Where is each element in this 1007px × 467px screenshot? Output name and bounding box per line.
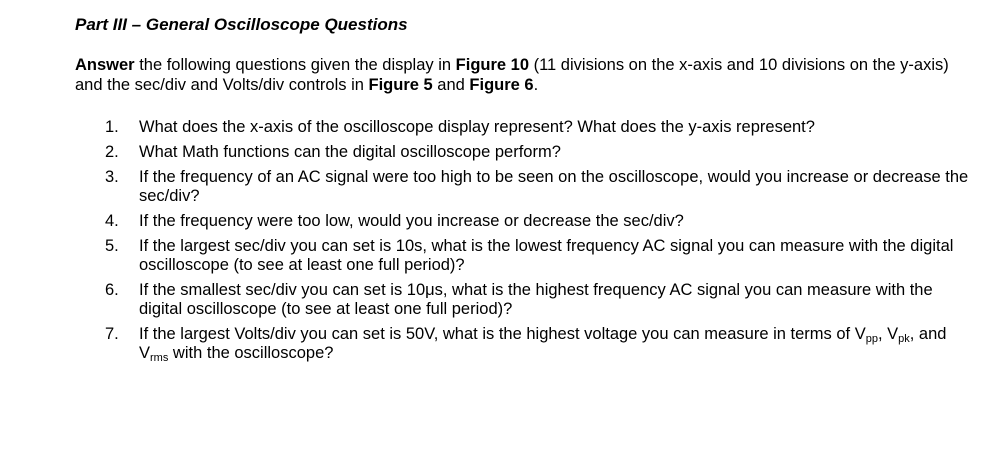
question-number: 6.: [105, 281, 119, 299]
question-text: [139, 325, 946, 362]
intro-bold-answer: Answer: [75, 56, 135, 74]
subscript-rms: rms: [150, 352, 169, 364]
question-item: [105, 118, 975, 137]
intro-bold-figure6: Figure 6: [469, 76, 534, 94]
question-number: 1.: [105, 118, 119, 136]
question-text: If the smallest sec/div you can set is 10μs, what is the highest frequency AC signal you can measure with the digital oscilloscope (to see at least one full period)?: [139, 281, 933, 318]
intro-bold-figure10: Figure 10: [455, 56, 530, 74]
intro-text-2: (11 divisions on the x-axis and 10 divisions on the y-axis) and the sec/div and Volts/div controls in: [75, 56, 949, 94]
subscript-pp: pp: [865, 333, 878, 345]
subscript-pk: pk: [898, 333, 910, 345]
question-text: If the frequency were too low, would you increase or decrease the sec/div?: [139, 212, 684, 230]
question-item: [105, 325, 975, 363]
intro-text-4: .: [533, 76, 539, 94]
section-heading: Part III – General Oscilloscope Questions: [75, 15, 408, 34]
question-number: 7.: [105, 325, 119, 343]
question-item: [105, 143, 975, 162]
question-number: 3.: [105, 168, 119, 186]
question-number: 5.: [105, 237, 119, 255]
question-text-part: , V: [877, 325, 899, 343]
question-text: What Math functions can the digital oscilloscope perform?: [139, 143, 561, 161]
question-number: 2.: [105, 143, 119, 161]
intro-bold-figure5: Figure 5: [368, 76, 433, 94]
intro-text-1: the following questions given the display in: [134, 56, 456, 74]
question-item: [105, 212, 975, 231]
question-text: If the largest sec/div you can set is 10s, what is the lowest frequency AC signal you can measure with the digital oscilloscope (to see at least one full period)?: [139, 237, 954, 274]
intro-paragraph: [75, 55, 975, 95]
intro-text-3: and: [432, 76, 470, 94]
question-text: If the frequency of an AC signal were too high to be seen on the oscilloscope, would you increase or decrease the sec/div?: [139, 168, 969, 205]
question-number: 4.: [105, 212, 119, 230]
question-text: What does the x-axis of the oscilloscope display represent? What does the y-axis represent?: [139, 118, 815, 136]
question-item: [105, 237, 975, 275]
question-text-part: , and V: [139, 325, 947, 362]
question-text-part: with the oscilloscope?: [168, 344, 334, 362]
question-list: [105, 118, 975, 369]
question-item: [105, 281, 975, 319]
question-text-part: If the largest Volts/div you can set is 50V, what is the highest voltage you can measure in terms of V: [139, 325, 866, 343]
question-item: [105, 168, 975, 206]
